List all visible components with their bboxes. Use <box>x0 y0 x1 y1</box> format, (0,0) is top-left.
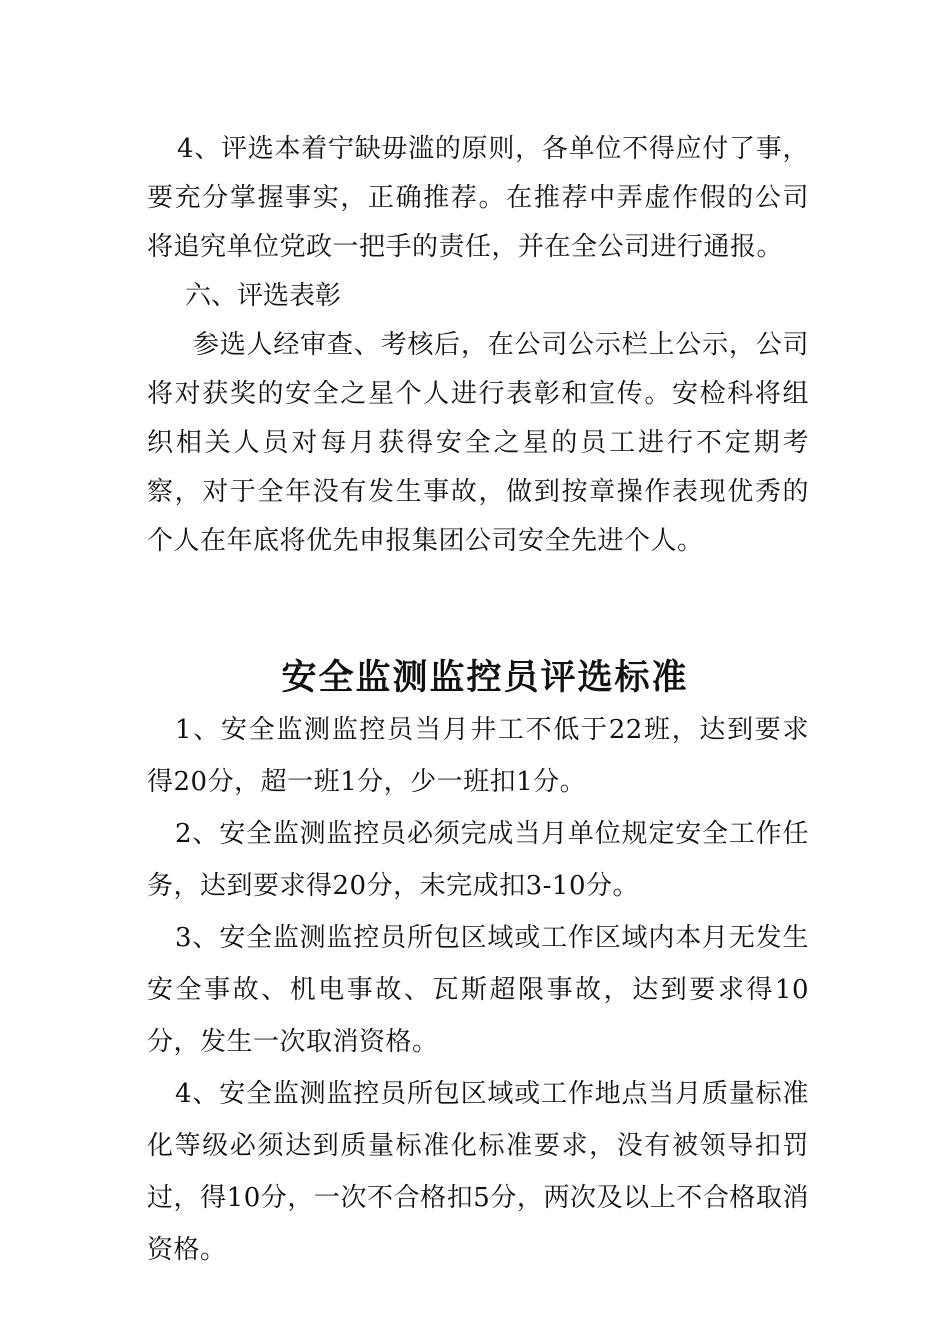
spacer <box>147 566 809 652</box>
standard-item-2: 2、安全监测监控员必须完成当月单位规定安全工作任务，达到要求得20分，未完成扣3-10分。 <box>147 819 809 901</box>
standard-item-4: 4、安全监测监控员所包区域或工作地点当月质量标准化等级必须达到质量标准化标准要求，没有被领导扣罚过，得10分，一次不合格扣5分，两次及以上不合格取消资格。 <box>147 1079 809 1265</box>
section-heading-awards: 六、评选表彰 <box>185 281 342 311</box>
standard-item-3: 3、安全监测监控员所包区域或工作区域内本月无发生安全事故、机电事故、瓦斯超限事故，达到要求得10分，发生一次取消资格。 <box>147 923 809 1057</box>
standard-item-1: 1、安全监测监控员当月井工不低于22班，达到要求得20分，超一班1分，少一班扣1分。 <box>147 715 809 797</box>
paragraph-awards: 参选人经审查、考核后，在公司公示栏上公示，公司将对获奖的安全之星个人进行表彰和宣传。安检科将组织相关人员对每月获得安全之星的员工进行不定期考察，对于全年没有发生事故，做到按章操作表现优秀的个人在年底将优先申报集团公司安全先进个人。 <box>147 330 809 556</box>
document-body <box>147 125 809 1276</box>
document-title: 安全监测监控员评选标准 <box>281 657 689 698</box>
paragraph-rule-4: 4、评选本着宁缺毋滥的原则，各单位不得应付了事，要充分掌握事实，正确推荐。在推荐中弄虚作假的公司将追究单位党政一把手的责任，并在全公司进行通报。 <box>147 134 809 262</box>
